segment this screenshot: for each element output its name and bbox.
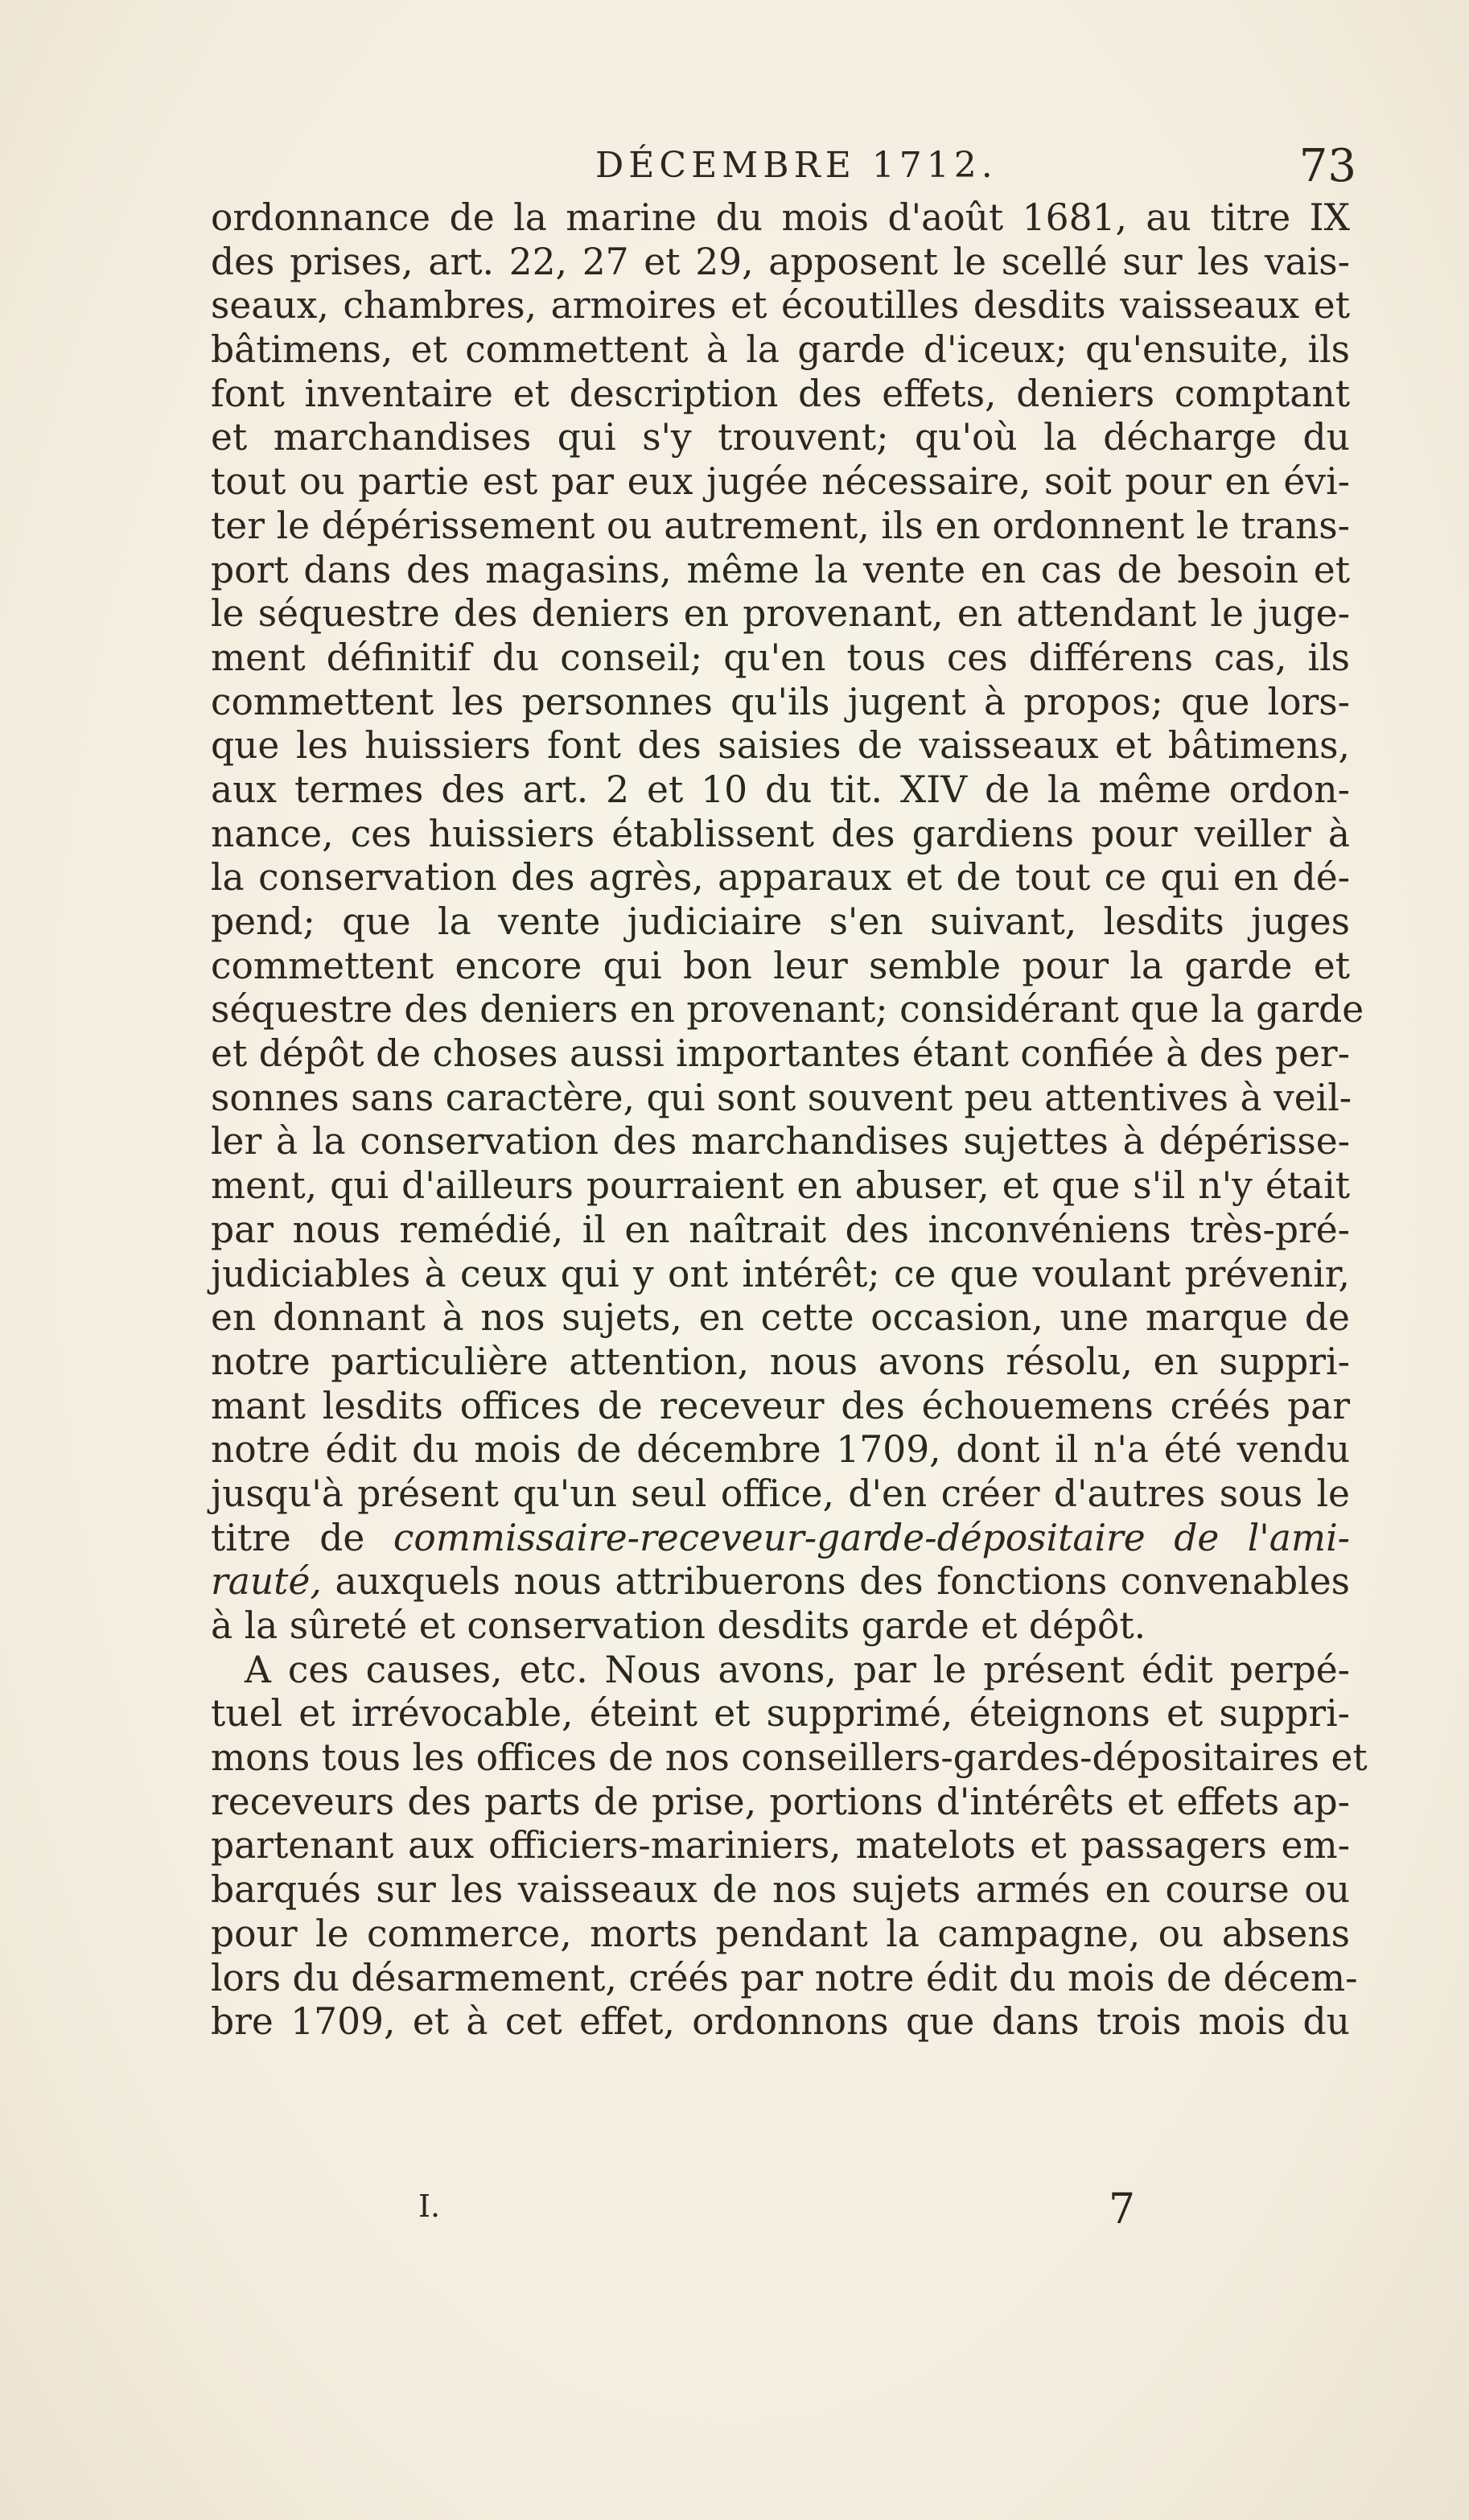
text-line: jusqu'à présent qu'un seul office, d'en créer d'autres sous le xyxy=(211,1472,1350,1515)
catchword: 7 xyxy=(1109,2185,1136,2234)
text-line: le séquestre des deniers en provenant, en attendant le juge- xyxy=(211,592,1350,636)
text-line: font inventaire et description des effets, deniers comptant xyxy=(211,372,1350,415)
running-head-title: DÉCEMBRE 1712. xyxy=(595,145,998,186)
text-line: nance, ces huissiers établissent des gardiens pour veiller à xyxy=(211,812,1350,855)
text-line: et dépôt de choses aussi importantes étant confiée à des per- xyxy=(211,1032,1350,1076)
text-line: par nous remédié, il en naîtrait des inconvéniens très-pré- xyxy=(211,1208,1350,1251)
text-line-with-italic xyxy=(211,1560,1350,1604)
text-line: notre particulière attention, nous avons résolu, en suppri- xyxy=(211,1340,1350,1383)
italic-title: commissaire-receveur-garde-dépositaire de l'ami- xyxy=(393,1516,1351,1559)
text-line: que les huissiers font des saisies de vaisseaux et bâtimens, xyxy=(211,724,1350,768)
signature-mark: I. xyxy=(418,2189,441,2224)
text-span: auxquels nous attribuerons des fonctions convenables xyxy=(321,1560,1350,1604)
text-line: des prises, art. 22, 27 et 29, apposent le scellé sur les vais- xyxy=(211,240,1350,283)
text-line: receveurs des parts de prise, portions d'intérêts et effets ap- xyxy=(211,1780,1350,1823)
text-line: bre 1709, et à cet effet, ordonnons que dans trois mois du xyxy=(211,2000,1350,2044)
text-line: ment définitif du conseil; qu'en tous ces différens cas, ils xyxy=(211,636,1350,679)
text-line: commettent les personnes qu'ils jugent à propos; que lors- xyxy=(211,680,1350,723)
body-text xyxy=(211,196,1368,2044)
text-line: ter le dépérissement ou autrement, ils en ordonnent le trans- xyxy=(211,504,1350,547)
text-line-paragraph-end: à la sûreté et conservation desdits garde et dépôt. xyxy=(211,1604,1146,1647)
text-line: ordonnance de la marine du mois d'août 1681, au titre IX xyxy=(211,196,1350,239)
running-head xyxy=(217,140,1356,193)
text-line-paragraph-start: A ces causes, etc. Nous avons, par le présent édit perpé- xyxy=(245,1648,1350,1691)
text-line: tout ou partie est par eux jugée nécessaire, soit pour en évi- xyxy=(211,460,1350,504)
text-line: ment, qui d'ailleurs pourraient en abuser, et que s'il n'y était xyxy=(211,1164,1350,1208)
text-line: mant lesdits offices de receveur des échouemens créés par xyxy=(211,1384,1350,1427)
text-span: titre de xyxy=(211,1516,393,1559)
text-line: aux termes des art. 2 et 10 du tit. XIV de la même ordon- xyxy=(211,768,1350,811)
text-line: port dans des magasins, même la vente en cas de besoin et xyxy=(211,548,1350,591)
page-number: 73 xyxy=(1298,140,1356,192)
text-line: séquestre des deniers en provenant; considérant que la garde xyxy=(211,988,1364,1031)
text-line: barqués sur les vaisseaux de nos sujets armés en course ou xyxy=(211,1868,1350,1912)
text-line: tuel et irrévocable, éteint et supprimé, éteignons et suppri- xyxy=(211,1692,1350,1736)
text-line: lors du désarmement, créés par notre édit du mois de décem- xyxy=(211,1956,1358,1999)
text-line: seaux, chambres, armoires et écoutilles desdits vaisseaux et xyxy=(211,284,1350,327)
text-line: pend; que la vente judiciaire s'en suivant, lesdits juges xyxy=(211,900,1350,943)
italic-title-end: rauté, xyxy=(211,1560,322,1604)
text-line: mons tous les offices de nos conseillers-gardes-dépositaires et xyxy=(211,1736,1368,1780)
text-line: bâtimens, et commettent à la garde d'iceux; qu'ensuite, ils xyxy=(211,328,1350,372)
page-footer xyxy=(211,2185,1350,2253)
text-line: commettent encore qui bon leur semble pour la garde et xyxy=(211,944,1350,987)
text-line: en donnant à nos sujets, en cette occasion, une marque de xyxy=(211,1296,1350,1340)
text-line: notre édit du mois de décembre 1709, dont il n'a été vendu xyxy=(211,1428,1350,1472)
text-line: pour le commerce, morts pendant la campagne, ou absens xyxy=(211,1912,1350,1955)
text-line: ler à la conservation des marchandises sujettes à dépérisse- xyxy=(211,1120,1350,1163)
text-line: sonnes sans caractère, qui sont souvent peu attentives à veil- xyxy=(211,1076,1352,1119)
text-line: partenant aux officiers-mariniers, matelots et passagers em- xyxy=(211,1824,1350,1867)
text-line: la conservation des agrès, apparaux et de tout ce qui en dé- xyxy=(211,856,1350,900)
text-line: judiciables à ceux qui y ont intérêt; ce que voulant prévenir, xyxy=(211,1252,1350,1295)
text-line: et marchandises qui s'y trouvent; qu'où la décharge du xyxy=(211,416,1350,459)
text-line-with-italic xyxy=(211,1517,1350,1561)
